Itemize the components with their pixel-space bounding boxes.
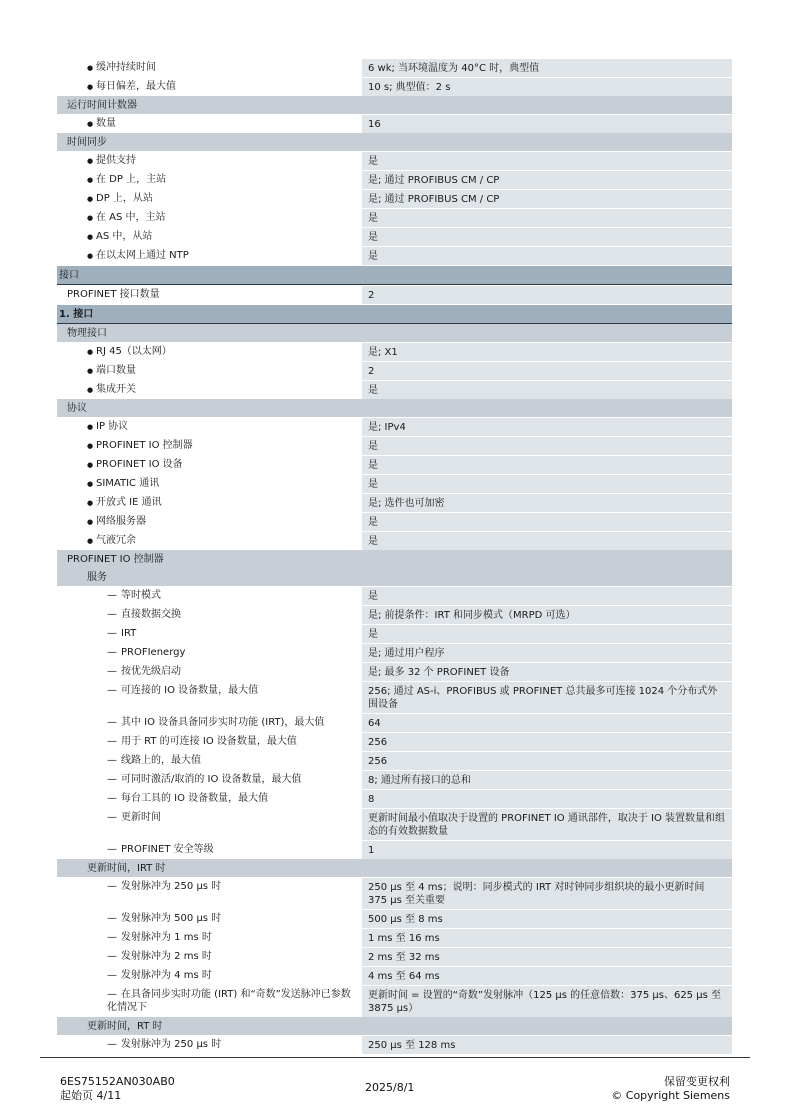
section-header bbox=[57, 324, 732, 342]
footer-right bbox=[611, 1075, 730, 1103]
spec-label-cell bbox=[57, 361, 362, 380]
spec-label: 更新时间 bbox=[121, 812, 161, 823]
page-info: 起始页 4/11 bbox=[60, 1089, 122, 1102]
spec-label: 每台工具的 IO 设备数量，最大值 bbox=[121, 793, 269, 804]
spec-label-cell bbox=[57, 493, 362, 512]
spec-row bbox=[57, 840, 732, 859]
dash-icon: — bbox=[107, 989, 117, 1000]
spec-value: 是; 通过 PROFIBUS CM / CP bbox=[362, 189, 732, 208]
spec-label: PROFINET IO 设备 bbox=[96, 459, 183, 470]
spec-table bbox=[57, 58, 732, 1054]
dash-icon: — bbox=[107, 590, 117, 601]
spec-label: 等时模式 bbox=[121, 590, 161, 601]
spec-label-cell bbox=[57, 605, 362, 624]
spec-row bbox=[57, 928, 732, 947]
spec-label: PROFINET 接口数量 bbox=[67, 289, 160, 300]
spec-row bbox=[57, 246, 732, 265]
footer-left bbox=[60, 1075, 175, 1103]
bullet-icon: ● bbox=[87, 461, 94, 469]
bullet-icon: ● bbox=[87, 83, 94, 91]
spec-label: 端口数量 bbox=[96, 365, 136, 376]
spec-row bbox=[57, 436, 732, 455]
spec-label: DP 上，从站 bbox=[96, 193, 153, 204]
spec-label-cell bbox=[57, 947, 362, 966]
spec-label: 在 DP 上，主站 bbox=[96, 174, 167, 185]
spec-row bbox=[57, 474, 732, 493]
dash-icon: — bbox=[107, 881, 117, 892]
spec-value: 16 bbox=[362, 114, 732, 133]
dash-icon: — bbox=[107, 1039, 117, 1050]
spec-label: 其中 IO 设备具备同步实时功能 (IRT)，最大值 bbox=[121, 717, 325, 728]
spec-label: 缓冲持续时间 bbox=[96, 62, 156, 73]
spec-value: 更新时间最小值取决于设置的 PROFINET IO 通讯部件，取决于 IO 装置数量和组态的有效数据数量 bbox=[362, 808, 732, 840]
spec-row bbox=[57, 624, 732, 643]
section-title: 更新时间，RT 时 bbox=[87, 1021, 163, 1032]
spec-value: 是 bbox=[362, 531, 732, 550]
banner-title: 接口 bbox=[59, 270, 79, 281]
spec-label: IP 协议 bbox=[96, 421, 129, 432]
spec-label: 在 AS 中，主站 bbox=[96, 212, 166, 223]
dash-icon: — bbox=[107, 647, 117, 658]
dash-icon: — bbox=[107, 932, 117, 943]
spec-row bbox=[57, 114, 732, 133]
bullet-icon: ● bbox=[87, 367, 94, 375]
spec-label-cell bbox=[57, 713, 362, 732]
spec-row bbox=[57, 189, 732, 208]
spec-label: SIMATIC 通讯 bbox=[96, 478, 160, 489]
spec-row bbox=[57, 808, 732, 840]
spec-label-cell bbox=[57, 77, 362, 96]
spec-row bbox=[57, 681, 732, 713]
section-title: 协议 bbox=[67, 403, 87, 414]
spec-label-cell bbox=[57, 808, 362, 840]
bullet-icon: ● bbox=[87, 214, 94, 222]
spec-row bbox=[57, 713, 732, 732]
section-title: 时间同步 bbox=[67, 137, 107, 148]
spec-label: PROFINET 安全等级 bbox=[121, 844, 214, 855]
spec-value: 6 wk; 当环境温度为 40°C 时，典型值 bbox=[362, 58, 732, 77]
spec-label-cell bbox=[57, 417, 362, 436]
spec-label: 数量 bbox=[96, 118, 116, 129]
spec-label-cell bbox=[57, 342, 362, 361]
bullet-icon: ● bbox=[87, 64, 94, 72]
spec-label-cell bbox=[57, 732, 362, 751]
spec-label-cell bbox=[57, 114, 362, 133]
spec-label-cell bbox=[57, 966, 362, 985]
spec-value: 是 bbox=[362, 380, 732, 399]
spec-label-cell bbox=[57, 985, 362, 1017]
spec-row bbox=[57, 417, 732, 436]
spec-value: 10 s; 典型值：2 s bbox=[362, 77, 732, 96]
dash-icon: — bbox=[107, 793, 117, 804]
spec-value: 是; X1 bbox=[362, 342, 732, 361]
spec-label: RJ 45（以太网） bbox=[96, 346, 172, 357]
spec-value: 是; 通过用户程序 bbox=[362, 643, 732, 662]
spec-row bbox=[57, 493, 732, 512]
spec-label: 发射脉冲为 500 µs 时 bbox=[121, 913, 222, 924]
bullet-icon: ● bbox=[87, 499, 94, 507]
spec-row bbox=[57, 586, 732, 605]
spec-value: 是; 通过 PROFIBUS CM / CP bbox=[362, 170, 732, 189]
spec-label-cell bbox=[57, 531, 362, 550]
spec-label-cell bbox=[57, 586, 362, 605]
spec-label: PROFIenergy bbox=[121, 647, 186, 658]
spec-label-cell bbox=[57, 877, 362, 909]
spec-row bbox=[57, 170, 732, 189]
spec-row bbox=[57, 662, 732, 681]
bullet-icon: ● bbox=[87, 157, 94, 165]
spec-label-cell bbox=[57, 1035, 362, 1054]
spec-row bbox=[57, 605, 732, 624]
spec-label-cell bbox=[57, 151, 362, 170]
bullet-icon: ● bbox=[87, 442, 94, 450]
spec-label-cell bbox=[57, 170, 362, 189]
spec-row bbox=[57, 947, 732, 966]
spec-label-cell bbox=[57, 770, 362, 789]
spec-value: 1 ms 至 16 ms bbox=[362, 928, 732, 947]
spec-row bbox=[57, 227, 732, 246]
dash-icon: — bbox=[107, 951, 117, 962]
bullet-icon: ● bbox=[87, 195, 94, 203]
rights-notice: 保留变更权利 bbox=[664, 1075, 730, 1088]
spec-label: 发射脉冲为 2 ms 时 bbox=[121, 951, 212, 962]
spec-label-cell bbox=[57, 624, 362, 643]
spec-value: 4 ms 至 64 ms bbox=[362, 966, 732, 985]
spec-label: 用于 RT 的可连接 IO 设备数量，最大值 bbox=[121, 736, 297, 747]
spec-row bbox=[57, 531, 732, 550]
spec-row bbox=[57, 770, 732, 789]
spec-value: 500 µs 至 8 ms bbox=[362, 909, 732, 928]
section-header bbox=[57, 859, 732, 877]
spec-value: 更新时间 = 设置的“奇数”发射脉冲（125 µs 的任意倍数：375 µs、625 µs 至 3875 µs） bbox=[362, 985, 732, 1017]
dash-icon: — bbox=[107, 609, 117, 620]
spec-label-cell bbox=[57, 662, 362, 681]
spec-label-cell bbox=[57, 380, 362, 399]
banner-title: 1. 接口 bbox=[59, 309, 94, 320]
section-header bbox=[57, 1017, 732, 1035]
footer-date: 2025/8/1 bbox=[365, 1081, 415, 1094]
footer-divider bbox=[40, 1057, 750, 1058]
spec-value: 是 bbox=[362, 474, 732, 493]
dash-icon: — bbox=[107, 736, 117, 747]
spec-row bbox=[57, 455, 732, 474]
spec-value: 250 µs 至 128 ms bbox=[362, 1035, 732, 1054]
spec-label: IRT bbox=[121, 628, 137, 639]
spec-label-cell bbox=[57, 285, 362, 304]
spec-value: 是; 最多 32 个 PROFINET 设备 bbox=[362, 662, 732, 681]
group-banner bbox=[57, 265, 732, 285]
spec-label-cell bbox=[57, 909, 362, 928]
section-header bbox=[57, 133, 732, 151]
bullet-icon: ● bbox=[87, 480, 94, 488]
spec-label: 直接数据交换 bbox=[121, 609, 181, 620]
section-header bbox=[57, 96, 732, 114]
spec-label: 发射脉冲为 1 ms 时 bbox=[121, 932, 212, 943]
spec-value: 是 bbox=[362, 208, 732, 227]
spec-label: 开放式 IE 通讯 bbox=[96, 497, 162, 508]
spec-label: 在以太网上通过 NTP bbox=[96, 250, 189, 261]
spec-row bbox=[57, 342, 732, 361]
spec-label-cell bbox=[57, 455, 362, 474]
spec-value: 是 bbox=[362, 455, 732, 474]
spec-row bbox=[57, 151, 732, 170]
bullet-icon: ● bbox=[87, 386, 94, 394]
spec-row bbox=[57, 789, 732, 808]
dash-icon: — bbox=[107, 774, 117, 785]
spec-label-cell bbox=[57, 928, 362, 947]
section-title: 物理接口 bbox=[67, 328, 107, 339]
section-header bbox=[57, 550, 732, 568]
dash-icon: — bbox=[107, 666, 117, 677]
spec-row bbox=[57, 985, 732, 1017]
spec-label: 可同时激活/取消的 IO 设备数量，最大值 bbox=[121, 774, 302, 785]
spec-row bbox=[57, 1035, 732, 1054]
dash-icon: — bbox=[107, 812, 117, 823]
spec-row bbox=[57, 208, 732, 227]
spec-label: 提供支持 bbox=[96, 155, 136, 166]
section-title: 运行时间计数器 bbox=[67, 100, 137, 111]
spec-value: 2 bbox=[362, 285, 732, 304]
spec-value: 8; 通过所有接口的总和 bbox=[362, 770, 732, 789]
spec-label-cell bbox=[57, 189, 362, 208]
spec-value: 是 bbox=[362, 512, 732, 531]
spec-value: 是 bbox=[362, 151, 732, 170]
spec-label-cell bbox=[57, 436, 362, 455]
spec-row bbox=[57, 966, 732, 985]
group-banner bbox=[57, 304, 732, 324]
spec-row bbox=[57, 285, 732, 304]
spec-label-cell bbox=[57, 789, 362, 808]
spec-label: 网络服务器 bbox=[96, 516, 146, 527]
spec-value: 是; 前提条件：IRT 和同步模式（MRPD 可选） bbox=[362, 605, 732, 624]
spec-value: 是 bbox=[362, 227, 732, 246]
section-header bbox=[57, 568, 732, 586]
bullet-icon: ● bbox=[87, 233, 94, 241]
spec-label: 每日偏差，最大值 bbox=[96, 81, 176, 92]
spec-label: 集成开关 bbox=[96, 384, 136, 395]
spec-label: AS 中，从站 bbox=[96, 231, 153, 242]
spec-value: 是; 选件也可加密 bbox=[362, 493, 732, 512]
dash-icon: — bbox=[107, 913, 117, 924]
spec-label: 发射脉冲为 250 µs 时 bbox=[121, 881, 222, 892]
spec-row bbox=[57, 643, 732, 662]
spec-label-cell bbox=[57, 840, 362, 859]
spec-label: 发射脉冲为 250 µs 时 bbox=[121, 1039, 222, 1050]
spec-value: 2 bbox=[362, 361, 732, 380]
spec-label-cell bbox=[57, 643, 362, 662]
spec-row bbox=[57, 909, 732, 928]
spec-value: 是; IPv4 bbox=[362, 417, 732, 436]
spec-label: 按优先级启动 bbox=[121, 666, 181, 677]
spec-row bbox=[57, 512, 732, 531]
spec-row bbox=[57, 361, 732, 380]
bullet-icon: ● bbox=[87, 518, 94, 526]
dash-icon: — bbox=[107, 717, 117, 728]
spec-value: 64 bbox=[362, 713, 732, 732]
bullet-icon: ● bbox=[87, 537, 94, 545]
dash-icon: — bbox=[107, 844, 117, 855]
spec-value: 256; 通过 AS-i、PROFIBUS 或 PROFINET 总共最多可连接 1024 个分布式外围设备 bbox=[362, 681, 732, 713]
bullet-icon: ● bbox=[87, 348, 94, 356]
bullet-icon: ● bbox=[87, 176, 94, 184]
bullet-icon: ● bbox=[87, 252, 94, 260]
section-title: 更新时间，IRT 时 bbox=[87, 863, 166, 874]
spec-label-cell bbox=[57, 58, 362, 77]
spec-value: 是 bbox=[362, 246, 732, 265]
spec-value: 是 bbox=[362, 624, 732, 643]
spec-label: 可连接的 IO 设备数量，最大值 bbox=[121, 685, 259, 696]
copyright: © Copyright Siemens bbox=[611, 1089, 730, 1102]
section-title: 服务 bbox=[87, 572, 107, 583]
spec-label-cell bbox=[57, 474, 362, 493]
spec-value: 是 bbox=[362, 586, 732, 605]
bullet-icon: ● bbox=[87, 423, 94, 431]
spec-label-cell bbox=[57, 227, 362, 246]
section-title: PROFINET IO 控制器 bbox=[67, 554, 164, 565]
spec-value: 1 bbox=[362, 840, 732, 859]
spec-row bbox=[57, 380, 732, 399]
spec-label-cell bbox=[57, 246, 362, 265]
spec-label: 发射脉冲为 4 ms 时 bbox=[121, 970, 212, 981]
spec-row bbox=[57, 877, 732, 909]
spec-value: 256 bbox=[362, 751, 732, 770]
spec-value: 是 bbox=[362, 436, 732, 455]
spec-label-cell bbox=[57, 751, 362, 770]
spec-row bbox=[57, 732, 732, 751]
spec-label: 在具备同步实时功能 (IRT) 和“奇数”发送脉冲已参数化情况下 bbox=[107, 989, 351, 1013]
spec-label: PROFINET IO 控制器 bbox=[96, 440, 193, 451]
spec-value: 250 µs 至 4 ms；说明：同步模式的 IRT 对时钟同步组织块的最小更新时间 375 µs 至关重要 bbox=[362, 877, 732, 909]
spec-label: 气液冗余 bbox=[96, 535, 136, 546]
dash-icon: — bbox=[107, 755, 117, 766]
spec-label-cell bbox=[57, 208, 362, 227]
dash-icon: — bbox=[107, 685, 117, 696]
spec-row bbox=[57, 58, 732, 77]
dash-icon: — bbox=[107, 628, 117, 639]
spec-value: 8 bbox=[362, 789, 732, 808]
spec-value: 2 ms 至 32 ms bbox=[362, 947, 732, 966]
dash-icon: — bbox=[107, 970, 117, 981]
spec-label-cell bbox=[57, 512, 362, 531]
spec-row bbox=[57, 77, 732, 96]
spec-label-cell bbox=[57, 681, 362, 713]
spec-value: 256 bbox=[362, 732, 732, 751]
article-number: 6ES75152AN030AB0 bbox=[60, 1075, 175, 1088]
section-header bbox=[57, 399, 732, 417]
spec-label: 线路上的，最大值 bbox=[121, 755, 201, 766]
spec-row bbox=[57, 751, 732, 770]
bullet-icon: ● bbox=[87, 120, 94, 128]
